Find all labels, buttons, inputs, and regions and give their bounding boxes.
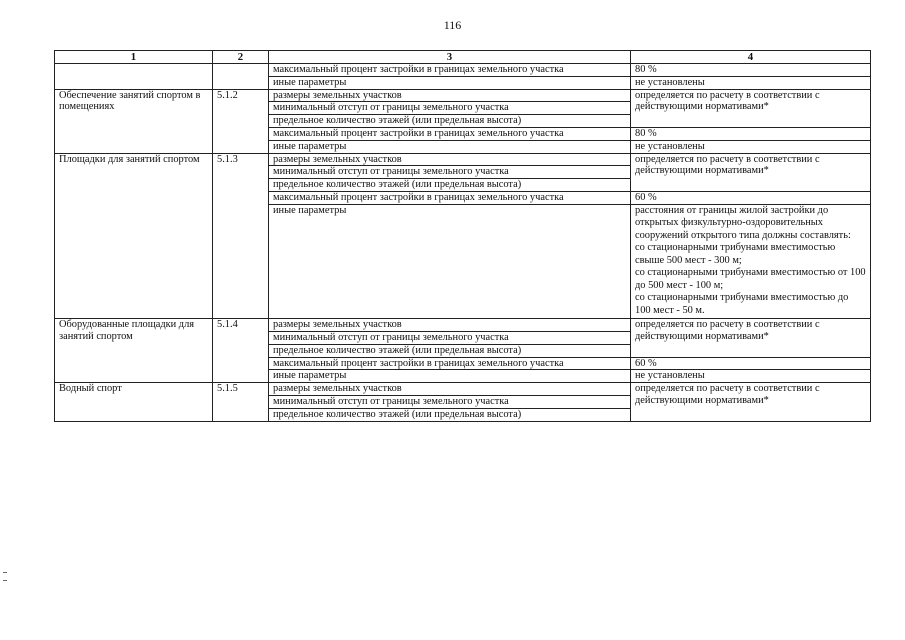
parameter-cell: размеры земельных участков — [269, 153, 631, 166]
parameter-cell: иные параметры — [269, 76, 631, 89]
parameter-cell: предельное количество этажей (или предельная высота) — [269, 344, 631, 357]
parameter-cell: предельное количество этажей (или предельная высота) — [269, 115, 631, 128]
code-cell: 5.1.2 — [213, 89, 269, 153]
parameter-cell: иные параметры — [269, 370, 631, 383]
value-cell: 60 % — [631, 191, 871, 204]
code-cell: 5.1.5 — [213, 383, 269, 421]
parameter-cell: максимальный процент застройки в границах земельного участка — [269, 191, 631, 204]
table-row — [55, 89, 871, 102]
column-header: 1 — [55, 51, 213, 64]
table-row — [55, 153, 871, 166]
column-header: 2 — [213, 51, 269, 64]
parameter-cell: минимальный отступ от границы земельного участка — [269, 396, 631, 409]
header-row — [55, 51, 871, 64]
page-number: 116 — [443, 18, 462, 32]
parameter-cell: иные параметры — [269, 204, 631, 319]
column-header: 4 — [631, 51, 871, 64]
value-cell: определяется по расчету в соответствии с действующими нормативами* — [631, 383, 871, 421]
parameter-cell: минимальный отступ от границы земельного участка — [269, 332, 631, 345]
margin-mark — [3, 580, 7, 581]
parameter-cell: размеры земельных участков — [269, 383, 631, 396]
value-cell: 60 % — [631, 357, 871, 370]
parameter-cell: максимальный процент застройки в границах земельного участка — [269, 127, 631, 140]
parameter-cell: размеры земельных участков — [269, 89, 631, 102]
parameter-cell: размеры земельных участков — [269, 319, 631, 332]
type-cell: Обеспечение занятий спортом в помещениях — [55, 89, 213, 153]
parameter-cell: максимальный процент застройки в границах земельного участка — [269, 64, 631, 77]
value-cell: не установлены — [631, 370, 871, 383]
value-cell: расстояния от границы жилой застройки до открытых физкультурно-оздоровительных сооружений открытого типа должны составлять: со стационарными трибунами вместимостью свыше 500 мест - 300 м; со стационарными трибунами вместимостью от 100 до 500 мест - 100 м; со стационарными трибунами вместимостью до 100 мест - 50 м. — [631, 204, 871, 319]
type-cell: Водный спорт — [55, 383, 213, 421]
value-cell: определяется по расчету в соответствии с действующими нормативами* — [631, 153, 871, 191]
table-row — [55, 64, 871, 77]
code-cell — [213, 64, 269, 90]
margin-mark — [3, 572, 7, 573]
type-cell: Оборудованные площадки для занятий спортом — [55, 319, 213, 383]
value-cell: определяется по расчету в соответствии с действующими нормативами* — [631, 89, 871, 127]
parameter-cell: предельное количество этажей (или предельная высота) — [269, 408, 631, 421]
parameter-cell: минимальный отступ от границы земельного участка — [269, 166, 631, 179]
parameter-cell: иные параметры — [269, 140, 631, 153]
value-cell: 80 % — [631, 64, 871, 77]
value-cell: определяется по расчету в соответствии с действующими нормативами* — [631, 319, 871, 357]
code-cell: 5.1.3 — [213, 153, 269, 319]
parameter-cell: предельное количество этажей (или предельная высота) — [269, 179, 631, 192]
table-row — [55, 383, 871, 396]
regulations-table — [54, 50, 871, 422]
column-header: 3 — [269, 51, 631, 64]
value-cell: не установлены — [631, 140, 871, 153]
parameter-cell: максимальный процент застройки в границах земельного участка — [269, 357, 631, 370]
parameter-cell: минимальный отступ от границы земельного участка — [269, 102, 631, 115]
code-cell: 5.1.4 — [213, 319, 269, 383]
type-cell: Площадки для занятий спортом — [55, 153, 213, 319]
value-cell: 80 % — [631, 127, 871, 140]
value-cell: не установлены — [631, 76, 871, 89]
table-row — [55, 319, 871, 332]
type-cell — [55, 64, 213, 90]
